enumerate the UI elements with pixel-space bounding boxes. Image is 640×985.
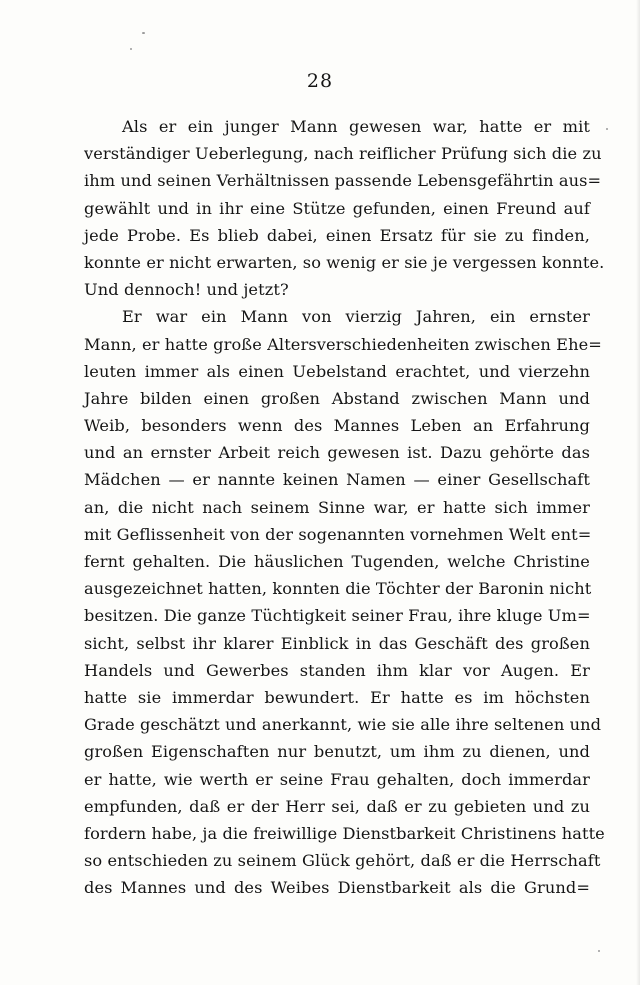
text-line: Er war ein Mann von vierzig Jahren, ein ernster <box>122 307 590 327</box>
text-line: Handels und Gewerbes standen ihm klar vor Augen. Er <box>84 660 590 680</box>
page-speck <box>598 950 600 952</box>
text-line: ihm und seinen Verhältnissen passende Lebensgefährtin aus= <box>84 171 602 191</box>
text-line: Als er ein junger Mann gewesen war, hatte er mit <box>122 117 590 136</box>
text-line: großen Eigenschaften nur benutzt, um ihm zu dienen, und <box>84 742 590 762</box>
text-line: Grade geschätzt und anerkannt, wie sie alle ihre seltenen und <box>84 715 602 735</box>
page-edge-shadow <box>636 0 640 985</box>
text-line: Mann, er hatte große Altersverschiedenheiten zwischen Ehe= <box>84 334 602 354</box>
text-line: verständiger Ueberlegung, nach reiflicher Prüfung sich die zu <box>84 144 602 164</box>
text-line: jede Probe. Es blieb dabei, einen Ersatz für sie zu finden, <box>84 225 590 245</box>
text-line: gewählt und in ihr eine Stütze gefunden, einen Freund auf <box>84 198 590 218</box>
text-line: leuten immer als einen Uebelstand erachtet, und vierzehn <box>84 361 590 381</box>
text-line: und an ernster Arbeit reich gewesen ist. Dazu gehörte das <box>84 443 590 463</box>
text-line: Weib, besonders wenn des Mannes Leben an Erfahrung <box>84 416 590 436</box>
text-line: ausgezeichnet hatten, konnten die Töchter der Baronin nicht <box>84 579 592 599</box>
text-line: besitzen. Die ganze Tüchtigkeit seiner Frau, ihre kluge Um= <box>84 606 591 626</box>
text-line: Mädchen — er nannte keinen Namen — einer Gesellschaft <box>84 470 590 490</box>
text-line: empfunden, daß er der Herr sei, daß er zu gebieten und zu <box>84 796 590 816</box>
text-line: fordern habe, ja die freiwillige Dienstbarkeit Christinens hatte <box>84 823 605 843</box>
text-line: hatte sie immerdar bewundert. Er hatte es im höchsten <box>84 687 590 707</box>
page-speck <box>142 32 145 34</box>
text-line: Und dennoch! und jetzt? <box>84 280 289 300</box>
body-text <box>84 113 605 901</box>
text-line: konnte er nicht erwarten, so wenig er sie je vergessen konnte. <box>84 252 605 272</box>
page-speck <box>606 128 608 130</box>
text-line: fernt gehalten. Die häuslichen Tugenden, welche Christine <box>84 552 590 571</box>
text-line: mit Geflissenheit von der sogenannten vornehmen Welt ent= <box>84 524 592 544</box>
text-line: Jahre bilden einen großen Abstand zwischen Mann und <box>84 388 590 408</box>
text-line: so entschieden zu seinem Glück gehört, daß er die Herrschaft <box>84 851 601 871</box>
page-speck <box>130 48 132 50</box>
text-line: sicht, selbst ihr klarer Einblick in das Geschäft des großen <box>84 633 590 653</box>
text-line: er hatte, wie werth er seine Frau gehalten, doch immerdar <box>84 769 590 789</box>
page-number: 28 <box>306 70 334 92</box>
text-line: an, die nicht nach seinem Sinne war, er hatte sich immer <box>84 497 590 517</box>
text-line: des Mannes und des Weibes Dienstbarkeit als die Grund= <box>84 878 590 898</box>
